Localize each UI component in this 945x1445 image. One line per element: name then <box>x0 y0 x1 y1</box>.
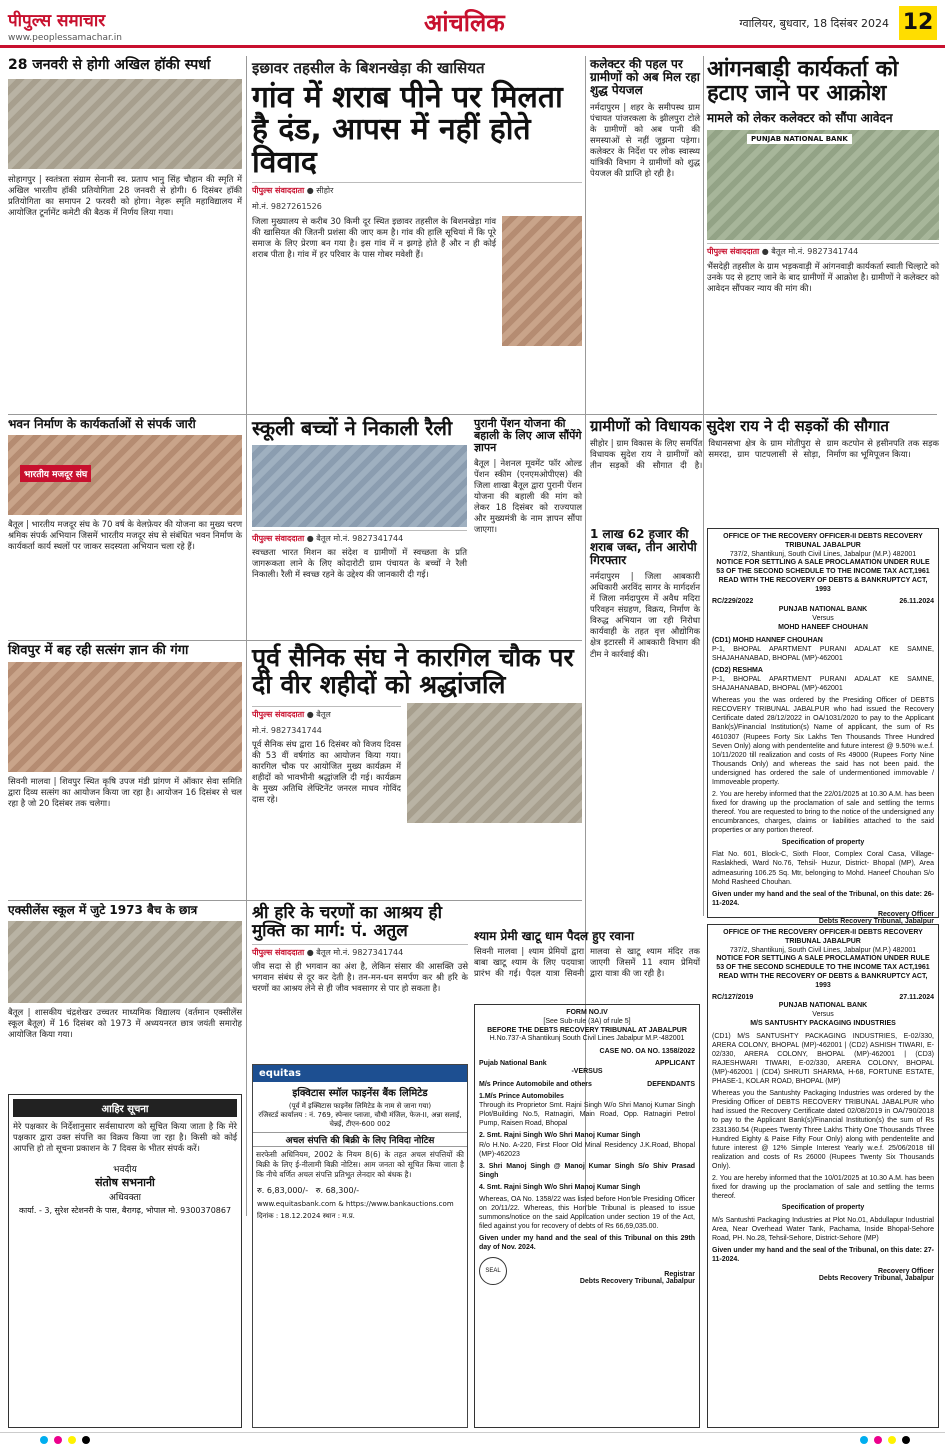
paper-website[interactable]: www.peoplessamachar.in <box>8 33 122 43</box>
section-rule <box>8 900 582 901</box>
headline[interactable]: पूर्व सैनिक संघ ने कारगिल चौक पर दी वीर शहीदों को श्रद्धांजलि <box>252 643 574 699</box>
notice-cd1: (CD1) MOHD HANNEF CHOUHAN <box>712 636 823 644</box>
notice-bank: PUNJAB NATIONAL BANK <box>778 1002 868 1010</box>
banner-bms: भारतीय मजदूर संघ <box>20 465 91 482</box>
headline[interactable]: स्कूली बच्चों ने निकाली रैली <box>252 416 453 440</box>
form-versus: -VERSUS <box>571 1068 603 1076</box>
notice-para1: Whereas you the was ordered by the Presiding Officer of DEBTS RECOVERY TRIBUNAL JABALPUR who had issued the Recovery Certificate dated 28/12/2022 in OA/1031/2020 to pay to the Applicant Bank(s)/Financial Institution(s) Name of applicant, the sum of Rs 4610307 (Rupees Forty Six Lakhs Ten Thousands Three Hundred Seven Only) along with pendentelite and future interest @ 9.50% w.e.f. 10/11/2020 till realization and costs of Rs 49000 (Rupees Forty Nine Thousands Only) and whereas the said has not been paid. the undersigned has ordered the sale of undermentioned immovable / Immoveable property. <box>712 697 934 786</box>
photo-workers <box>8 435 242 515</box>
headline[interactable]: पुरानी पेंशन योजना की बहाली के लिए आज सौंपेंगे ज्ञापन <box>474 417 582 454</box>
article-body: सिवनी मालवा | शिवपुर स्थित कृषि उपज मंडी प्रांगण में ऑकार सेवा समिति द्वारा दिव्य सत्संग का आयोजन किया जा रहा है। आयोजन 16 दिसंबर से चल रहा है जो 20 दिसंबर तक चलेगा। <box>8 776 242 809</box>
notice-para1: Whereas you the Santushty Packaging Industries was ordered by the Presiding Officer of DEBTS RECOVERY TRIBUNAL JABALPUR who had issued the Recovery Certificate dated 02/08/2019 in OA/790/2018 to pay to the Applicant Bank(s)/Financial Institution(s) the sum of Rs 2331360.54 (Rupees Twenty Three Lakhs Thirty One Thousands Three Hundred Eighty & Paise Fifty Four Only) along with pendentelite and future interest @ 12% Simple Interest Yearly w.e.f. 25/06/2018 till realization and costs of Rs 26000 (Rupees Twenty Six Thousands Only). <box>712 1090 934 1170</box>
article-body: सिवनी मालवा | श्याम प्रेमियों द्वारा बाबा खाटू श्याम के लिए पदयात्रा प्रारंभ की गई। पैदल यात्रा सिवनी मालवा से खाटू श्याम मंदिर तक जाएगी जिसमें 11 श्याम प्रेमियों द्वारा यात्रा की जा रही है। <box>474 945 700 979</box>
notice-address: 737/2, Shantikunj, South Civil Lines, Jabalpur (M.P.) 482001 <box>729 946 917 954</box>
notice-sign1: Recovery Officer <box>877 1267 934 1275</box>
article-pension <box>474 418 582 636</box>
photo-protest <box>707 130 939 240</box>
yellow-mark <box>68 1436 76 1444</box>
article-body: पूर्व सैनिक संघ द्वारा 16 दिसंबर को विजय दिवस की 53 वीं वर्षगांठ का आयोजन किया गया। कारगिल चौक पर आयोजित मुख्य कार्यक्रम में शहीदों को भावभीनी श्रद्धांजलि दी गई। कार्यक्रम के मुख्य अतिथि लेफ्टिनेंट जनरल माधव गोविंद दास रहे। <box>252 739 401 805</box>
form-defendants-title: M/s Prince Automobile and others <box>479 1080 592 1088</box>
headline[interactable]: आंगनबाड़ी कार्यकर्ता को हटाए जाने पर आक्रोश <box>707 57 899 106</box>
masthead <box>0 0 945 48</box>
headline[interactable]: श्री हरि के चरणों का आश्रय ही मुक्ति का मार्ग: पं. अतुल <box>252 903 442 942</box>
form-d1-address: Through its Proprietor Smt. Rajni Singh W/o Shri Manoj Kumar Singh Plot/Building No.5, Ratnagiri, Main Road, Opp. Ratnagiri Petrol Pump, Raisen Road, Bhopal <box>479 1102 695 1128</box>
notice-versus: Versus <box>812 615 834 623</box>
notice-name-label: भवदीय <box>113 1165 137 1176</box>
form-sub: [See Sub-rule (3A) of rule 5] <box>543 1017 631 1025</box>
notice-sign1: Recovery Officer <box>877 910 934 918</box>
magenta-mark <box>874 1436 882 1444</box>
form-given: Given under my hand and the seal of this Tribunal on this 29th day of Nov. 2024. <box>479 1235 695 1252</box>
byline-prefix: पीपुल्स संवाददाता <box>252 947 305 957</box>
article-body: बैतूल | शासकीय चंद्रशेखर उच्चतर माध्यमिक विद्यालय (वर्तमान एक्सीलेंस स्कूल बैतूल) में 16 दिसंबर को 1973 में अध्ययनरत छात्र जयंती समारोह आयोजित किया गया। <box>8 1006 242 1040</box>
article-body: बैतूल | भारतीय मजदूर संघ के 70 वर्ष के वेलफ़ेयर की योजना का मुख्य चरण श्रमिक संपर्क अभियान जिसमें भारतीय मजदूर संघ से संबंधित भवन निर्माण के कार्यकर्ता कार्य स्थलों पर जाकर सदस्यता अभियान चला रहे हैं। <box>8 518 242 552</box>
article-khatu <box>474 930 700 1000</box>
article-anganwadi <box>707 58 939 410</box>
notice-address: 737/2, Shantikunj, South Civil Lines, Jabalpur (M.P.) 482001 <box>729 550 917 558</box>
dateline: ग्वालियर, बुधवार, 18 दिसंबर 2024 <box>739 17 889 30</box>
form-case: CASE NO. OA NO. 1358/2022 <box>599 1048 695 1055</box>
notice-body: मेरे पक्षकार के निर्देशानुसार सर्वसाधारण को सूचित किया जाता है कि मेरे पक्षकार द्वारा उक्त संपत्ति का विक्रय किया जा रहा है। किसी को कोई आपत्ति हो तो सूचना प्रकाशन के 7 दिवस के भीतर संपर्क करें। <box>13 1121 237 1154</box>
section-title: आंचलिक <box>424 8 505 37</box>
ad-body: सरफेसी अधिनियम, 2002 के नियम 8(6) के तहत अचल संपत्तियों की बिक्री के लिए ई-नीलामी बिक्री नोटिस। आम जनता को सूचित किया जाता है कि नीचे वर्णित अचल संपत्ति प्रतिभूत लेनदार को बंधक है। <box>256 1150 464 1179</box>
mobile: मो.नं. 9827341744 <box>333 533 404 543</box>
print-color-strip <box>0 1432 945 1445</box>
headline[interactable]: श्याम प्रेमी खाटू धाम पैदल हुए रवाना <box>474 929 634 943</box>
notice-spec-title: Specification of property <box>781 1204 865 1212</box>
form-defendants-label: DEFENDANTS <box>647 1080 695 1088</box>
notice-sign2: Debts Recovery Tribunal, Jabalpur <box>818 1274 934 1282</box>
notice-rc: RC/127/2019 <box>712 994 754 1002</box>
notice-cd1-address: P-1, BHOPAL APARTMENT PURANI ADALAT KE SAMNE, SHAJAHANABAD, BHOPAL (MP)-462001 <box>712 645 934 662</box>
form-d2: 2. Smt. Rajni Singh W/o Shri Manoj Kumar Singh <box>479 1132 641 1140</box>
mobile: मो.नं. 9827341744 <box>252 726 322 735</box>
notice-office: OFFICE OF THE RECOVERY OFFICER-II DEBTS RECOVERY TRIBUNAL JABALPUR <box>723 929 923 945</box>
notice-designation: अधिवक्ता <box>108 1193 142 1204</box>
notice-sign2: Debts Recovery Tribunal, Jabalpur <box>818 917 934 925</box>
article-body: सीहोर | ग्राम विकास के लिए समर्पित विधायक सुदेश राय ने ग्रामीणों को तीन सड़कों की सौगात दी है। विधानसभा क्षेत्र के ग्राम मोतीपुरा से समरदा, ग्राम पाटपलासी से सोड़ा, ग्राम कटपोन से हसीनपति तक सड़क निर्माण का भूमिपूजन किया। <box>590 438 939 471</box>
byline-place: सीहोर <box>316 186 334 196</box>
article-kargil <box>252 644 582 896</box>
byline-place: बैतूल <box>316 710 331 719</box>
byline-place: बैतूल <box>316 947 331 957</box>
cyan-mark <box>860 1436 868 1444</box>
form-d3: 3. Shri Manoj Singh @ Manoj Kumar Singh S/o Shiv Prasad Singh <box>479 1162 695 1179</box>
byline: पीपुल्स संवाददाता ● सीहोर <box>252 182 582 196</box>
notice-list: (CD1) M/S SANTUSHTY PACKAGING INDUSTRIES, E-02/330, ARERA COLONY, BHOPAL (MP)-462001 | (CD2) ASHISH TIWARI, E-02/330, ARERA COLONY, BHOPAL (MP)-462001 | (CD3) RAJESHWARI TIWARI, E-02/330, ARERA COLONY, BHOPAL (MP)-462001 | (CD4) SHRUTI SHARMA, H-68, FORTUNE ESTATE, PHASE-1, KOLAR ROAD, BHOPAL (MP) <box>712 1032 934 1086</box>
notice-office: OFFICE OF THE RECOVERY OFFICER-II DEBTS RECOVERY TRIBUNAL JABALPUR <box>723 533 923 549</box>
article-body: नर्मदापुरम | जिला आबकारी अधिकारी अरविंद सागर के मार्गदर्शन में जिला नर्मदापुरम में अवैध मदिरा परिवहन संग्रहण, विक्रय, निर्माण के विरुद्ध अभियान जा रही निरोधा कार्यवाही के तहत वृत्त औद्योगिक क्षेत्र इटारसी में आबकारी विभाग की टीम ने कार्रवाई की। <box>590 570 700 659</box>
form-d2-address: R/o H.No. A-220, First Floor Old Minal Residency J.K.Road, Bhopal (MP)-462023 <box>479 1141 695 1158</box>
byline-prefix: पीपुल्स संवाददाता <box>707 246 760 256</box>
magenta-mark <box>54 1436 62 1444</box>
article-body: जिला मुख्यालय से करीब 30 किमी दूर स्थित इछावर तहसील के बिशनखेड़ा गांव की खासियत की जितनी प्रशंसा की जाए कम है। गांव की हालि सूचियां में कि पूरे समाज के लिए प्रेरणा बन गया है। इस गांव में न झगड़े होते हैं और न ही कोई शराब पीता है। गांव में हर परिवार के पास गोबर मवेशी हैं। <box>252 216 496 260</box>
byline: पीपुल्स संवाददाता ● बैतूल मो.नं. 9827341744 <box>252 944 468 958</box>
article-body: स्वच्छता भारत मिशन का संदेश व ग्रामीणों में स्वच्छता के प्रति जागरूकता लाने के लिए कोदारोटी ग्राम पंचायत के बच्चों ने रैली निकाली। रैली में स्वच्छ रहने के उद्देश्य की जानकारी दी गई। <box>252 546 467 579</box>
byline-place: बैतूल <box>771 246 786 256</box>
photo-kargil-chowk <box>407 703 582 823</box>
form-tribunal-address: H.No.737-A Shantikunj South Civil Lines Jabalpur M.P.-482001 <box>489 1035 685 1043</box>
ad-name: इक्विटास स्मॉल फाइनेंस बैंक लिमिटेड <box>292 1088 428 1099</box>
article-body: भैंसदेही तहसील के ग्राम भड़कवाड़ी में आंगनवाड़ी कार्यकर्ता स्वाती चिल्हाटे को उनके पद से हटाए जाने के बाद ग्रामीणों में आक्रोश है। ग्रामीणों ने कलेक्टर को आवेदन सौंपकर न्याय की मांग की। <box>707 260 939 293</box>
article-excellence <box>8 904 242 1090</box>
notice-address: कार्या. - 3, सुरेश स्टेशनरी के पास, बैरागढ़, भोपाल मो. 9300370867 <box>18 1206 232 1216</box>
article-liquor-village <box>252 58 582 410</box>
ad-equitas <box>252 1064 468 1428</box>
photo-hockey-meeting <box>8 79 242 169</box>
notice-title: NOTICE FOR SETTLING A SALE PROCLAMATION UNDER RULE 53 OF THE SECOND SCHEDULE TO THE INCOME TAX ACT,1961 READ WITH THE RECOVERY OF DEBTS & BANKRUPTCY ACT, 1993 <box>716 955 930 989</box>
form-sign1: Registrar <box>664 1270 695 1278</box>
notice-defendant: MOHD HANEEF CHOUHAN <box>778 623 868 631</box>
black-mark <box>902 1436 910 1444</box>
notice-date: 26.11.2024 <box>899 598 934 606</box>
byline-place: बैतूल <box>316 533 331 543</box>
headline[interactable]: ग्रामीणों को विधायक सुदेश राय ने दी सड़कों की सौगात <box>590 417 889 435</box>
headline[interactable]: कलेक्टर की पहल पर ग्रामीणों को अब मिल रहा शुद्ध पेयजल <box>590 57 700 97</box>
ad-office: रजिस्टर्ड कार्यालय : नं. 769, स्पेन्सर प्लाजा, चौथी मंजिल, फेज-II, अन्ना सलाई, चेन्नई, टीएन-600 002 <box>258 1111 462 1128</box>
form-d4: 4. Smt. Rajni Singh W/o Shri Manoj Kumar Singh <box>479 1183 641 1191</box>
headline[interactable]: 1 लाख 62 हजार की शराब जब्त, तीन आरोपी गिरफ्तार <box>590 527 697 567</box>
notice-rc: RC/229/2022 <box>712 598 754 606</box>
ad-tagline: (पूर्व में इक्विटास फाइनेंस लिमिटेड के नाम से जाना गया) <box>288 1102 432 1110</box>
article-school-rally <box>252 418 467 636</box>
notice-cd2: (CD2) RESHMA <box>712 666 763 674</box>
mobile: मो.नं. 9827341744 <box>788 246 859 256</box>
headline[interactable]: एक्सीलेंस स्कूल में जुटे 1973 बैच के छात्र <box>8 903 198 917</box>
notice-spec: Flat No. 601, Block-C, Sixth Floor, Complex Coral Casa, Village- Raslakhedi, Ward No.76, Tehsil- Huzur, District- Bhopal (MP), Area admeasuring 106.25 Sq. Mtr, belonging to Mohd. Haneef Chouhan S/o Mohd Rasheed Chouhan. <box>712 851 934 886</box>
notice-form-iv <box>474 1004 700 1428</box>
seal-icon: SEAL <box>479 1257 507 1285</box>
photo-village <box>502 216 582 346</box>
form-d1: 1.M/s Prince Automobiles <box>479 1093 564 1101</box>
notice-cd2-address: P-1, BHOPAL APARTMENT PURANI ADALAT KE SAMNE, SHAJAHANABAD, BHOPAL (MP)-462001 <box>712 675 934 693</box>
byline: पीपुल्स संवाददाता ● बैतूल मो.नं. 9827341744 <box>252 530 467 544</box>
notice-para2: 2. You are hereby informed that the 10/01/2025 at 10.30 A.M. has been fixed for drawing up the proclamation of sale and settling the terms thereof. <box>712 1175 934 1201</box>
column-rule <box>246 56 247 1216</box>
subheadline: मामले को लेकर कलेक्टर को सौंपा आवेदन <box>707 110 893 125</box>
black-mark <box>82 1436 90 1444</box>
form-body: Whereas, OA No. 1358/22 was listed before Hon'ble Presiding Officer on 20/11/22. Whereas, this Hon'ble Tribunal is pleased to issue summons/notice on the said Application under section 19 of the Act, filed against you for recovery of debts of Rs 66,69,035.00. <box>479 1195 695 1231</box>
ad-amount: रु. 6,83,000/- <box>257 1185 309 1195</box>
notice-title: NOTICE FOR SETTLING A SALE PROCLAMATION UNDER RULE 53 OF THE SECOND SCHEDULE TO THE INCOME TAX ACT,1961 READ WITH THE RECOVERY OF DEBTS & BANKRUPTCY ACT, 1993 <box>716 559 930 593</box>
notice-spec: M/s Santushti Packaging Industries at Plot No.01, Abdullapur Industrial Area, Near Overhead Water Tank, Pachama, Inside Bhopal-Sehore Road, PH. No.28, Tehsil-Sehore, District-Sehore (MP) <box>712 1217 934 1243</box>
byline: पीपुल्स संवाददाता ● बैतूल <box>252 706 401 720</box>
ad-emd: रु. 68,300/- <box>315 1185 360 1195</box>
mobile: मो.नं. 9827261526 <box>252 202 322 212</box>
paper-name: पीपुल्स समाचार <box>8 11 106 31</box>
cyan-mark <box>40 1436 48 1444</box>
article-shivpur <box>8 644 242 896</box>
form-sign2: Debts Recovery Tribunal, Jabalpur <box>579 1277 695 1285</box>
headline[interactable]: गांव में शराब पीने पर मिलता है दंड, आपस में नहीं होते विवाद <box>252 80 563 180</box>
form-applicant-label: APPLICANT <box>654 1060 695 1068</box>
notice-given: Given under my hand and the seal of the Tribunal, on this date: 27-11-2024. <box>712 1247 934 1264</box>
article-body: नर्मदापुरम | शहर के समीपस्थ ग्राम पंचायत पांजरकला के झीलपुरा टोले के ग्रामीणों को अब पानी की समस्याओं से नहीं जूझना पड़ेगा। कलेक्टर के निर्देश पर लोक स्वास्थ्य यांत्रिकी विभाग ने ग्रामीणों को शुद्ध पेयजल की प्राप्ति हो रही है। <box>590 101 700 179</box>
form-applicant: Pujab National Bank <box>479 1060 547 1068</box>
notice-name: संतोष सभनानी <box>95 1176 155 1190</box>
article-collector-water <box>590 58 700 410</box>
ad-logo: equitas <box>253 1065 467 1082</box>
byline-prefix: पीपुल्स संवाददाता <box>252 186 305 196</box>
article-roads <box>590 418 939 522</box>
article-body: सोहागपुर | स्वतंत्रता संग्राम सेनानी स्व. प्रताप भानु सिंह चौहान की स्मृति में अखिल भारतीय हॉकी प्रतियोगिता 28 जनवरी से होगी। 6 दिसंबर हॉकी प्रतियोगिता का समापन 2 फरवरी को होगा। नेहरू स्मृति महाविद्यालय में आयोजित टूर्नामेंट कमेटी की बैठक में निर्णय लिया गया। <box>8 174 242 218</box>
article-shri-hari <box>252 904 468 1060</box>
byline: पीपुल्स संवाददाता ● बैतूल मो.नं. 9827341744 <box>707 243 939 257</box>
notice-given: Given under my hand and the seal of the Tribunal, on this date: 26-11-2024. <box>712 890 934 907</box>
section-rule <box>8 414 937 415</box>
headline[interactable]: भवन निर्माण के कार्यकर्ताओं से संपर्क जारी <box>8 417 196 431</box>
page-number: 12 <box>899 6 937 40</box>
ad-date: दिनांक : 18.12.2024 स्थान : म.प्र. <box>257 1211 355 1220</box>
photo-satsang <box>8 662 242 772</box>
form-title: FORM NO.IV <box>566 1009 608 1016</box>
headline[interactable]: शिवपुर में बह रही सत्संग ज्ञान की गंगा <box>8 643 189 658</box>
public-notice <box>8 1094 242 1428</box>
notice-drt-1 <box>707 528 939 925</box>
mobile: मो.नं. 9827341744 <box>333 947 404 957</box>
ad-amount-row <box>253 1183 467 1198</box>
photo-rally <box>252 445 467 527</box>
notice-date: 27.11.2024 <box>899 994 934 1002</box>
yellow-mark <box>888 1436 896 1444</box>
article-liquor-seized <box>590 528 700 918</box>
notice-drt-2 <box>707 924 939 1428</box>
byline-prefix: पीपुल्स संवाददाता <box>252 710 305 719</box>
headline[interactable]: 28 जनवरी से होगी अखिल हॉकी स्पर्धा <box>8 57 211 73</box>
notice-versus: Versus <box>812 1011 834 1019</box>
article-body: बैतूल | नेशनल मूवमेंट फॉर ओल्ड पेंशन स्कीम (एनएमओपीएस) की जिला शाखा बैतूल द्वारा पुरानी पेंशन योजना की बहाली की मांग को लेकर 18 दिसंबर को राज्यपाल और मुख्यमंत्री के नाम ज्ञापन सौंपा जाएगा। <box>474 457 582 535</box>
form-tribunal: BEFORE THE DEBTS RECOVERY TRIBUNAL AT JABALPUR <box>487 1026 687 1034</box>
notice-bank: PUNJAB NATIONAL BANK <box>778 606 868 614</box>
article-hockey <box>8 58 242 410</box>
notice-spec-title: Specification of property <box>781 838 865 846</box>
article-body: जीव सदा से ही भगवान का अंश है, लेकिन संसार की आसक्ति उसे भगवान संबंध से दूर कर देती है। तन-मन-धन समर्पण कर श्री हरि के चरणों का आश्रय लेने से ही जीव भवसागर से पार हो सकता है। <box>252 960 468 993</box>
ad-title: अचल संपत्ति की बिक्री के लिए निविदा नोटिस <box>253 1132 467 1147</box>
article-bhavan <box>8 418 242 636</box>
byline-prefix: पीपुल्स संवाददाता <box>252 533 305 543</box>
kicker: इछावर तहसील के बिशनखेड़ा की खासियत <box>252 59 485 77</box>
banner-bank: PUNJAB NATIONAL BANK <box>747 134 852 144</box>
section-rule <box>8 640 582 641</box>
notice-title: आहिर सूचना <box>13 1099 237 1117</box>
ad-website[interactable]: www.equitasbank.com & https://www.bankauctions.com <box>257 1199 454 1208</box>
photo-batch <box>8 921 242 1003</box>
notice-para2: 2. You are hereby informed that the 22/01/2025 at 10.30 A.M. has been fixed for drawing up the proclamation of sale and settling the terms thereof. You are requested to bring to the notice of the undersigned any encumbrances, charges, claims or liabilities attached to the said properties or any portion thereof. <box>712 791 934 835</box>
notice-defendant: M/S SANTUSHTY PACKAGING INDUSTRIES <box>750 1019 896 1027</box>
